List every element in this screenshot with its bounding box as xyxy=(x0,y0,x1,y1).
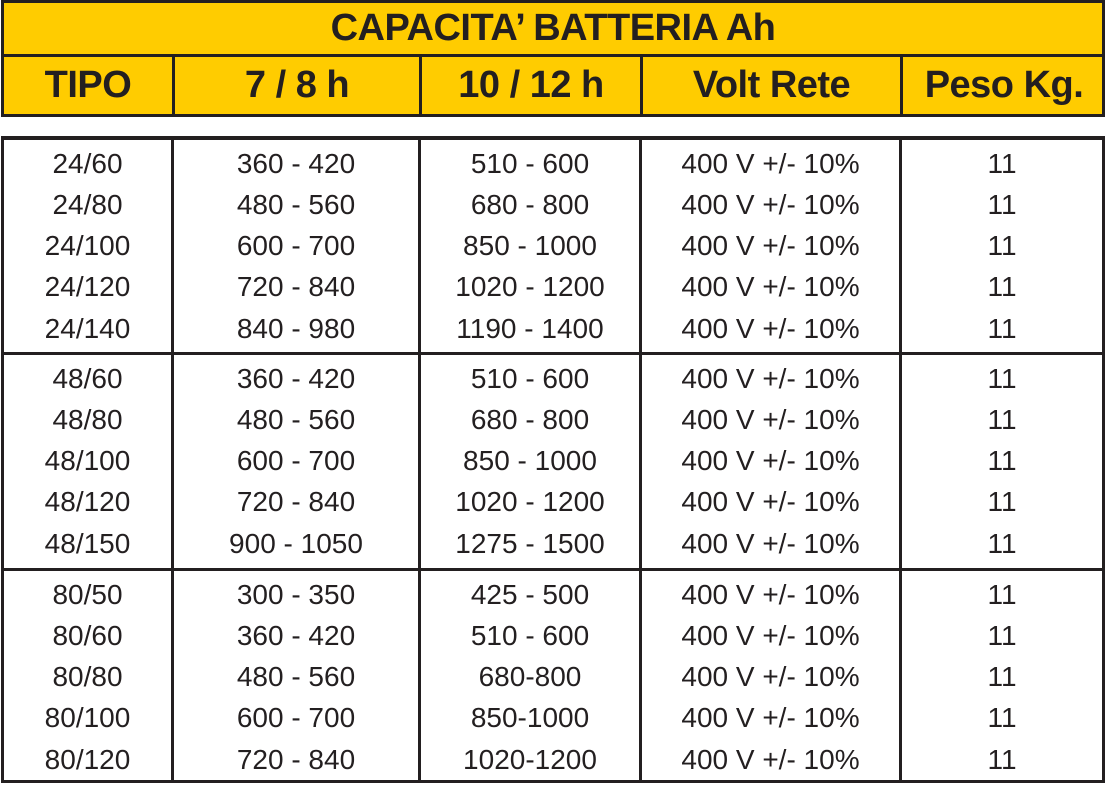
table-row xyxy=(4,482,1102,523)
cell-tipo: 24/100 xyxy=(44,230,131,262)
cell-tipo: 80/100 xyxy=(44,702,131,734)
cell-tipo: 48/80 xyxy=(52,403,123,435)
group-divider xyxy=(4,352,1102,355)
cell-tipo: 24/60 xyxy=(52,147,123,179)
cell-7-8h: 720 - 840 xyxy=(236,743,356,775)
cell-10-12h: 510 - 600 xyxy=(470,147,590,179)
cell-10-12h: 1275 - 1500 xyxy=(455,527,605,559)
cell-7-8h: 480 - 560 xyxy=(236,661,356,693)
table-row xyxy=(4,657,1102,698)
column-header-7-8h: 7 / 8 h xyxy=(244,64,350,106)
cell-7-8h: 480 - 560 xyxy=(236,188,356,220)
cell-volt-rete: 400 V +/- 10% xyxy=(681,362,860,394)
cell-tipo: 48/60 xyxy=(52,362,123,394)
cell-peso: 11 xyxy=(987,230,1017,262)
table-row xyxy=(4,523,1102,564)
cell-volt-rete: 400 V +/- 10% xyxy=(681,661,860,693)
cell-volt-rete: 400 V +/- 10% xyxy=(681,578,860,610)
cell-10-12h: 850 - 1000 xyxy=(463,445,597,477)
cell-10-12h: 510 - 600 xyxy=(470,619,590,651)
cell-peso: 11 xyxy=(987,271,1017,303)
cell-peso: 11 xyxy=(987,527,1017,559)
cell-peso: 11 xyxy=(987,147,1017,179)
cell-peso: 11 xyxy=(987,312,1017,344)
table-row xyxy=(4,226,1102,267)
cell-volt-rete: 400 V +/- 10% xyxy=(681,271,860,303)
cell-10-12h: 1020 - 1200 xyxy=(455,486,605,518)
cell-peso: 11 xyxy=(987,743,1017,775)
cell-7-8h: 480 - 560 xyxy=(236,403,356,435)
cell-peso: 11 xyxy=(987,661,1017,693)
cell-tipo: 48/150 xyxy=(44,527,131,559)
cell-10-12h: 1020-1200 xyxy=(463,743,597,775)
cell-tipo: 80/60 xyxy=(52,619,123,651)
cell-volt-rete: 400 V +/- 10% xyxy=(681,486,860,518)
cell-7-8h: 900 - 1050 xyxy=(229,527,363,559)
cell-volt-rete: 400 V +/- 10% xyxy=(681,230,860,262)
cell-7-8h: 600 - 700 xyxy=(236,230,356,262)
cell-volt-rete: 400 V +/- 10% xyxy=(681,188,860,220)
table-row xyxy=(4,739,1102,780)
table-row xyxy=(4,267,1102,308)
cell-peso: 11 xyxy=(987,362,1017,394)
cell-volt-rete: 400 V +/- 10% xyxy=(681,445,860,477)
cell-10-12h: 1190 - 1400 xyxy=(456,312,604,344)
cell-tipo: 24/140 xyxy=(44,312,131,344)
table-row xyxy=(4,698,1102,739)
cell-7-8h: 600 - 700 xyxy=(236,445,356,477)
column-header-tipo: TIPO xyxy=(44,64,132,106)
cell-10-12h: 1020 - 1200 xyxy=(455,271,605,303)
table-row xyxy=(4,358,1102,399)
cell-tipo: 48/100 xyxy=(44,445,131,477)
cell-peso: 11 xyxy=(987,445,1017,477)
cell-volt-rete: 400 V +/- 10% xyxy=(681,619,860,651)
table-row xyxy=(4,399,1102,440)
cell-7-8h: 840 - 980 xyxy=(236,312,356,344)
cell-tipo: 48/120 xyxy=(44,486,131,518)
cell-tipo: 80/80 xyxy=(52,661,123,693)
cell-volt-rete: 400 V +/- 10% xyxy=(681,147,860,179)
cell-tipo: 80/120 xyxy=(44,743,131,775)
table-row xyxy=(4,184,1102,225)
cell-volt-rete: 400 V +/- 10% xyxy=(681,403,860,435)
table-title: CAPACITA’ BATTERIA Ah xyxy=(1,0,1105,57)
table-row xyxy=(4,615,1102,656)
cell-tipo: 80/50 xyxy=(52,578,123,610)
cell-peso: 11 xyxy=(987,578,1017,610)
cell-10-12h: 850 - 1000 xyxy=(463,230,597,262)
cell-tipo: 24/120 xyxy=(44,271,131,303)
cell-volt-rete: 400 V +/- 10% xyxy=(681,527,860,559)
cell-tipo: 24/80 xyxy=(52,188,123,220)
column-header-peso: Peso Kg. xyxy=(924,64,1084,106)
cell-peso: 11 xyxy=(987,188,1017,220)
cell-10-12h: 680-800 xyxy=(478,661,582,693)
cell-7-8h: 360 - 420 xyxy=(236,147,356,179)
cell-peso: 11 xyxy=(987,486,1017,518)
cell-volt-rete: 400 V +/- 10% xyxy=(681,743,860,775)
column-header-volt-rete: Volt Rete xyxy=(692,64,851,106)
column-header-10-12h: 10 / 12 h xyxy=(458,64,604,106)
cell-10-12h: 850-1000 xyxy=(470,702,590,734)
group-divider xyxy=(4,568,1102,571)
table-row xyxy=(4,308,1102,349)
cell-10-12h: 425 - 500 xyxy=(470,578,590,610)
cell-peso: 11 xyxy=(987,619,1017,651)
cell-10-12h: 680 - 800 xyxy=(470,403,590,435)
cell-peso: 11 xyxy=(987,702,1017,734)
cell-peso: 11 xyxy=(987,403,1017,435)
cell-volt-rete: 400 V +/- 10% xyxy=(681,702,860,734)
cell-volt-rete: 400 V +/- 10% xyxy=(681,312,860,344)
cell-10-12h: 510 - 600 xyxy=(470,362,590,394)
cell-7-8h: 720 - 840 xyxy=(236,271,356,303)
cell-7-8h: 360 - 420 xyxy=(236,362,356,394)
table-row xyxy=(4,574,1102,615)
table-body xyxy=(1,136,1105,783)
cell-7-8h: 600 - 700 xyxy=(236,702,356,734)
cell-7-8h: 360 - 420 xyxy=(236,619,356,651)
table-row xyxy=(4,143,1102,184)
column-header-row xyxy=(1,57,1105,117)
cell-7-8h: 720 - 840 xyxy=(236,486,356,518)
cell-7-8h: 300 - 350 xyxy=(236,578,356,610)
cell-10-12h: 680 - 800 xyxy=(470,188,590,220)
table-row xyxy=(4,441,1102,482)
